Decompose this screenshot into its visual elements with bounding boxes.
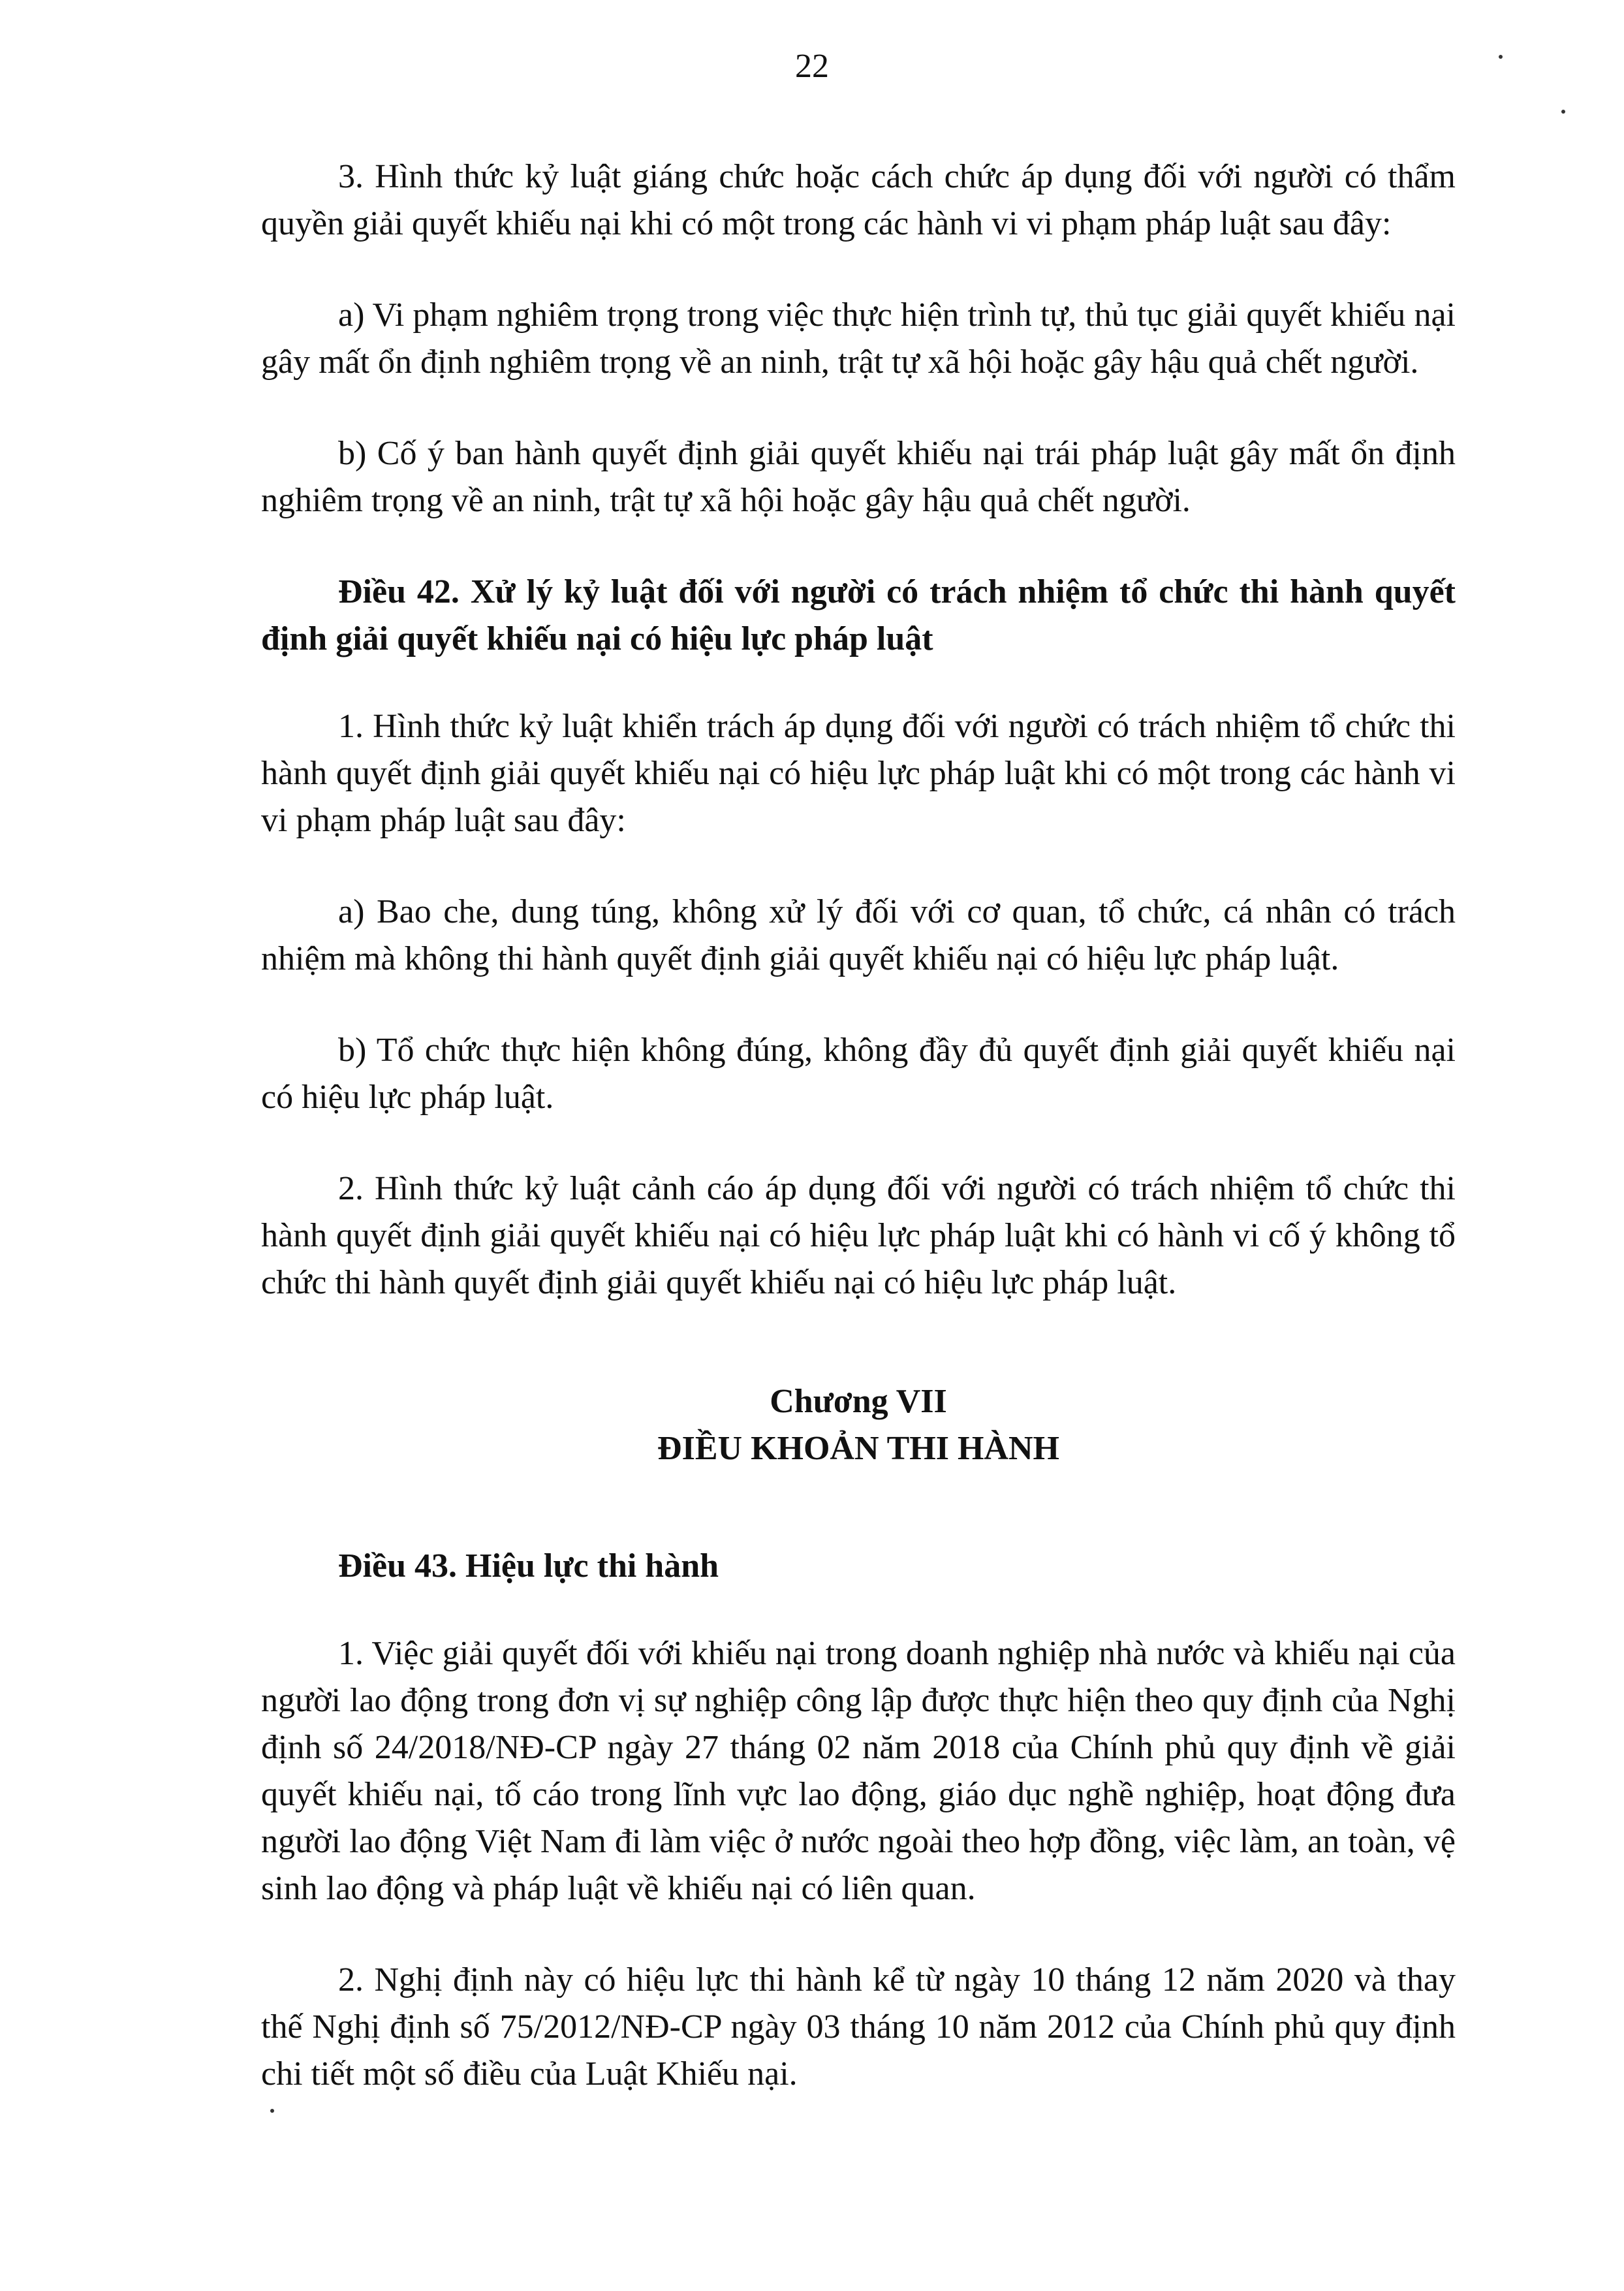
paragraph-article42-clause1: 1. Hình thức kỷ luật khiển trách áp dụng đối với người có trách nhiệm tổ chức thi hành quyết định giải quyết khiếu nại có hiệu lực pháp luật khi có một trong các hành vi vi phạm pháp luật sau đây: [261,708,1456,839]
paragraph-article41-clause3: 3. Hình thức kỷ luật giáng chức hoặc cách chức áp dụng đối với người có thẩm quyền giải quyết khiếu nại khi có một trong các hành vi vi phạm pháp luật sau đây: [261,158,1456,242]
page-number: 22 [795,48,829,85]
paragraph-article43-clause2: 2. Nghị định này có hiệu lực thi hành kể từ ngày 10 tháng 12 năm 2020 và thay thế Nghị định số 75/2012/NĐ-CP ngày 03 tháng 10 năm 2012 của Chính phủ quy định chi tiết một số điều của Luật Khiếu nại. [261,1961,1456,2093]
paragraph-article42-clause2: 2. Hình thức kỷ luật cảnh cáo áp dụng đối với người có trách nhiệm tổ chức thi hành quyết định giải quyết khiếu nại có hiệu lực pháp luật khi có hành vi cố ý không tổ chức thi hành quyết định giải quyết khiếu nại có hiệu lực pháp luật. [261,1170,1456,1301]
scan-speck [1561,110,1565,114]
paragraph-article43-clause1: 1. Việc giải quyết đối với khiếu nại trong doanh nghiệp nhà nước và khiếu nại của người lao động trong đơn vị sự nghiệp công lập được thực hiện theo quy định của Nghị định số 24/2018/NĐ-CP ngày 27 tháng 02 năm 2018 của Chính phủ quy định về giải quyết khiếu nại, tố cáo trong lĩnh vực lao động, giáo dục nghề nghiệp, hoạt động đưa người lao động Việt Nam đi làm việc ở nước ngoài theo hợp đồng, việc làm, an toàn, vệ sinh lao động và pháp luật về khiếu nại có liên quan. [261,1635,1456,1907]
chapter-name: ĐIỀU KHOẢN THI HÀNH [657,1430,1059,1467]
paragraph-article41-clause3-a: a) Vi phạm nghiêm trọng trong việc thực hiện trình tự, thủ tục giải quyết khiếu nại gây mất ổn định nghiêm trọng về an ninh, trật tự xã hội hoặc gây hậu quả chết người. [261,296,1456,381]
article-43-title: Điều 43. Hiệu lực thi hành [338,1547,719,1585]
paragraph-article42-clause1-a: a) Bao che, dung túng, không xử lý đối với cơ quan, tổ chức, cá nhân có trách nhiệm mà không thi hành quyết định giải quyết khiếu nại có hiệu lực pháp luật. [261,893,1456,977]
article-42-title: Điều 42. Xử lý kỷ luật đối với người có trách nhiệm tổ chức thi hành quyết định giải quyết khiếu nại có hiệu lực pháp luật [261,573,1456,657]
scan-speck [1499,55,1503,59]
document-body [261,153,1456,2142]
paragraph-article42-clause1-b: b) Tổ chức thực hiện không đúng, không đầy đủ quyết định giải quyết khiếu nại có hiệu lực pháp luật. [261,1032,1456,1116]
paragraph-article41-clause3-b: b) Cố ý ban hành quyết định giải quyết khiếu nại trái pháp luật gây mất ổn định nghiêm trọng về an ninh, trật tự xã hội hoặc gây hậu quả chết người. [261,435,1456,519]
scan-speck [270,2109,274,2113]
chapter-label: Chương VII [770,1383,947,1420]
